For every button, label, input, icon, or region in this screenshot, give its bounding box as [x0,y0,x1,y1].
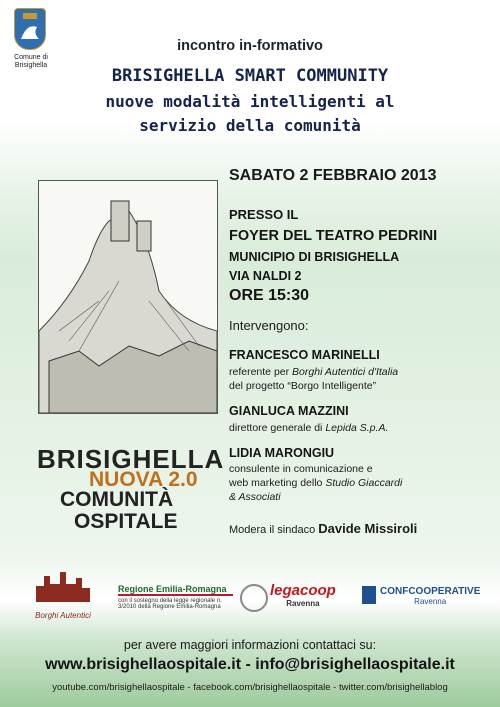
moderator-line: Modera il sindaco Davide Missiroli [229,521,418,536]
title-line-1: BRISIGHELLA SMART COMMUNITY [111,66,389,86]
subtitle: incontro in-formativo [177,38,323,54]
speaker-1-name: FRANCESCO MARINELLI [229,348,380,362]
brand-line-1: BRISIGHELLA [37,444,225,474]
speakers-intro: Intervengono: [229,318,309,333]
venue-name: FOYER DEL TEATRO PEDRINI [229,228,438,244]
event-date: SABATO 2 FEBBRAIO 2013 [229,167,437,184]
footer-info: per avere maggiori informazioni contattaci su: [123,638,377,652]
speaker-3-role-3: & Associati [229,491,281,503]
speaker-1-role-2: del progetto “Borgo Intelligente” [229,380,377,392]
brand-line-4: OSPITALE [74,510,178,533]
confcooperative-logo: CONFCOOPERATIVE Ravenna [380,586,481,606]
town-sketch-illustration [38,180,218,414]
venue-municipality: MUNICIPIO DI BRISIGHELLA [229,250,400,264]
crest-label: Comune di Brisighella [14,54,48,69]
title-line-3: servizio della comunità [139,116,361,135]
globe-icon [240,584,268,612]
borghi-autentici-logo: Borghi Autentici [32,566,94,612]
speaker-3-name: LIDIA MARONGIU [229,446,335,460]
footer-social[interactable]: youtube.com/brisighellaospitale - facebook.com/brisighellaospitale - twitter.com/brisighellablog [52,682,448,693]
legacoop-logo: legacoop Ravenna [270,582,336,608]
venue-presso: PRESSO IL [229,207,299,222]
footer-links[interactable]: www.brisighellaospitale.it - info@brisighellaospitale.it [45,656,455,673]
venue-street: VIA NALDI 2 [229,269,302,283]
brand-line-3: COMUNITÀ [60,488,174,511]
speaker-2-role: direttore generale di Lepida S.p.A. [229,422,389,434]
speaker-3-role-1: consulente in comunicazione e [229,463,373,475]
regione-logo: Regione Emilia-Romagna con il sostegno della legge regionale n. 3/2010 della Regione Emilia-Romagna [118,584,233,610]
title-line-2: nuove modalità intelligenti al [105,92,395,111]
brand-line-2: NUOVA 2.0 [89,468,198,491]
event-time: ORE 15:30 [229,287,310,304]
speaker-1-role: referente per Borghi Autentici d'Italia [229,366,399,378]
speaker-3-role-2: web marketing dello Studio Giaccardi [229,477,403,489]
confcooperative-icon [362,586,376,604]
speaker-2-name: GIANLUCA MAZZINI [229,404,349,418]
